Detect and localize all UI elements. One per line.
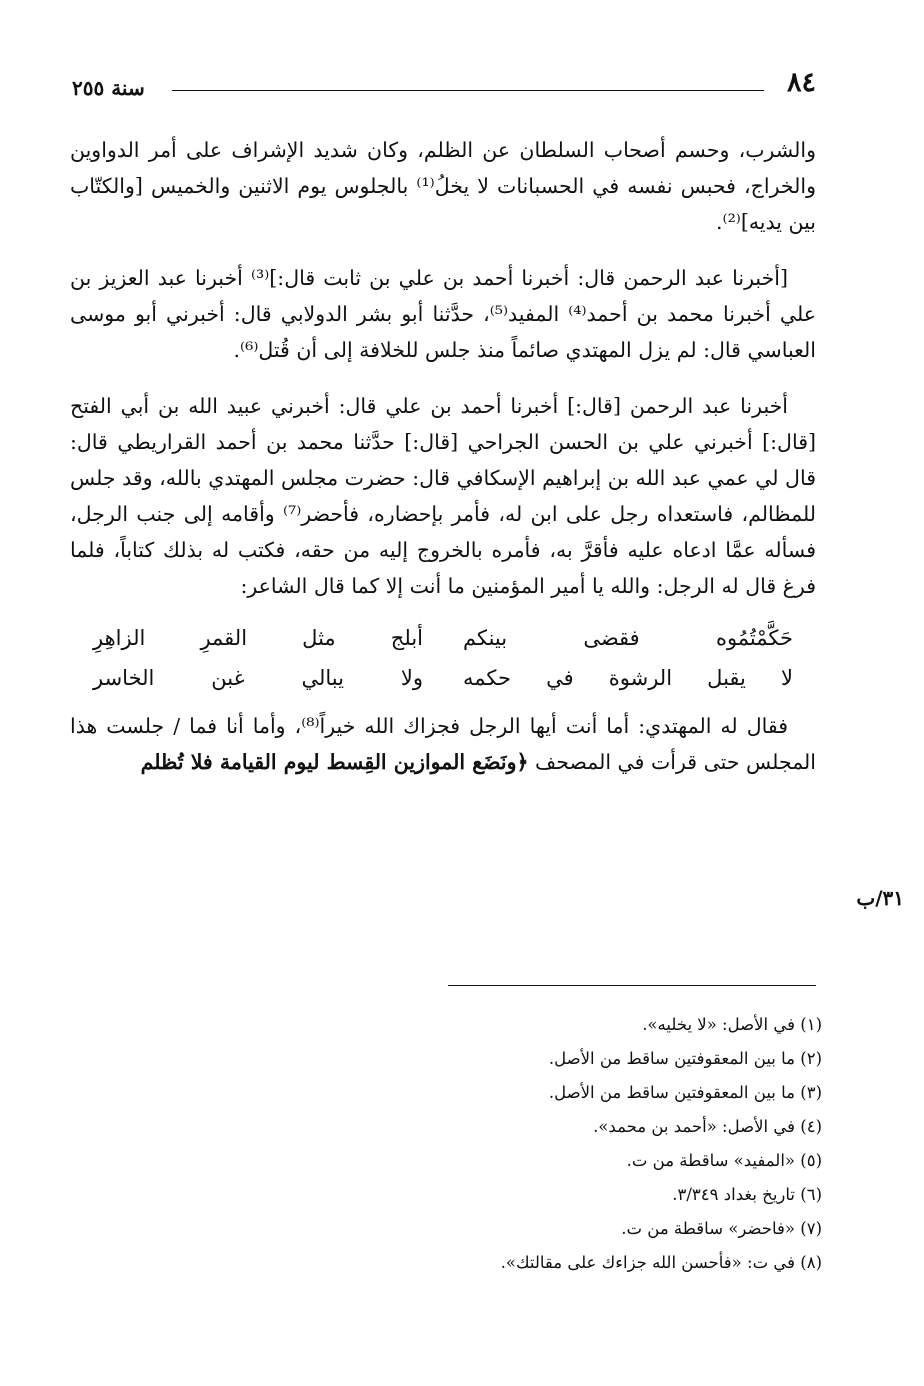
poem-line — [93, 618, 793, 658]
footnote: (٨) في ت: «فأحسن الله جزاءك على مقالتك». — [500, 1253, 822, 1272]
footnote: (٢) ما بين المعقوفتين ساقط من الأصل. — [548, 1049, 822, 1068]
paragraph-1: والشرب، وحسم أصحاب السلطان عن الظلم، وكان شديد الإشراف على أمر الدواوين والخراج، فحبس نفسه في الحسبانات لا يخلُ⁽¹⁾ بالجلوس يوم الاثنين والخميس [والكتّاب بين يديه]⁽²⁾. — [70, 138, 816, 234]
footnote: (١) في الأصل: «لا يخليه». — [642, 1015, 822, 1034]
page-number: ٨٤ — [786, 67, 816, 98]
footnote: (٧) «فاحضر» ساقطة من ت. — [621, 1219, 822, 1238]
manuscript-folio-marker: ٣١/ب — [856, 886, 904, 910]
footnote-rule — [448, 985, 816, 986]
poem-second-hemistich: ولا يبالي غبن الخاسر — [93, 666, 423, 690]
poem-first-hemistich: حَكَّمْتُمُوه فقضى بينكم — [463, 626, 793, 650]
paragraph-3: أخبرنا عبد الرحمن [قال:] أخبرنا أحمد بن علي قال: أخبرني عبيد الله بن أبي الفتح [قال:] أخبرني علي بن الحسن الجراحي [قال:] حدَّثنا محمد بن أحمد القراريطي قال: قال لي عمي عبد الله بن إبراهيم الإسكافي قال: حضرت مجلس المهتدي بالله، وقد جلس للمظالم، فاستعداه رجل على ابن له، فأمر بإحضاره، فأحضر⁽⁷⁾ وأقامه إلى جنب الرجل، فسأله عمَّا ادعاه عليه فأقرَّ به، فأمره بالخروج إليه من حقه، فكتب له بذلك كتاباً، فلما فرغ قال له الرجل: والله يا أمير المؤمنين ما أنت إلا كما قال الشاعر: — [70, 394, 816, 598]
footnote: (٦) تاريخ بغداد ٣/٣٤٩. — [672, 1185, 822, 1204]
footnotes — [300, 1008, 822, 1280]
poem-line — [93, 658, 793, 698]
main-text — [70, 132, 816, 800]
poem-second-hemistich: أبلج مثل القمرِ الزاهِرِ — [93, 626, 423, 650]
footnote: (٣) ما بين المعقوفتين ساقط من الأصل. — [548, 1083, 822, 1102]
closing-text: فقال له المهتدي: أما أنت أيها الرجل فجزاك الله خيراً⁽⁸⁾، وأما أنا فما / جلست هذا المجلس حتى قرأت في المصحف — [70, 714, 816, 774]
closing-paragraph — [70, 708, 816, 780]
footnote: (٥) «المفيد» ساقطة من ت. — [626, 1151, 822, 1170]
year-label: سنة ٢٥٥ — [72, 76, 145, 100]
paragraph-2: [أخبرنا عبد الرحمن قال: أخبرنا أحمد بن علي بن ثابت قال:]⁽³⁾ أخبرنا عبد العزيز بن علي أخبرنا محمد بن أحمد⁽⁴⁾ المفيد⁽⁵⁾، حدَّثنا أبو بشر الدولابي قال: أخبرني أبو موسى العباسي قال: لم يزل المهتدي صائماً منذ جلس للخلافة إلى أن قُتل⁽⁶⁾. — [70, 266, 817, 362]
footnote: (٤) في الأصل: «أحمد بن محمد». — [593, 1117, 822, 1136]
running-header — [72, 66, 816, 106]
quran-verse: ﴿ونَضَع الموازين القِسط ليوم القيامة فلا تُظلم — [140, 750, 529, 774]
poem-first-hemistich: لا يقبل الرشوة في حكمه — [463, 666, 793, 690]
poem — [93, 618, 793, 698]
header-rule — [172, 90, 764, 91]
